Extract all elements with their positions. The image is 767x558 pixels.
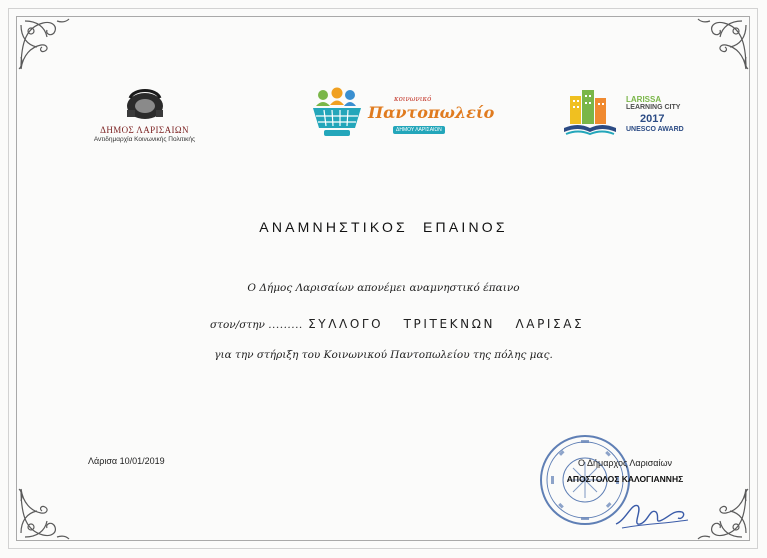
municipality-name: ΔΗΜΟΣ ΛΑΡΙΣΑΙΩΝ: [100, 125, 189, 135]
signer-block: [548, 458, 702, 484]
municipality-subtitle: Αντιδημαρχία Κοινωνικής Πολιτικής: [93, 136, 196, 143]
issue-date: Λάρισα 10/01/2019: [88, 456, 165, 466]
corner-ornament-top-right: [694, 17, 750, 73]
award-statement: Ο Δήμος Λαρισαίων απονέμει αναμνηστικό έπαινο: [247, 282, 520, 294]
signer-title: Ο Δήμαρχος Λαρισαίων: [578, 458, 672, 468]
award-reason: για την στήριξη του Κοινωνικού Παντοπωλείου της πόλης μας.: [214, 349, 553, 361]
open-book-buildings-icon: [560, 86, 624, 140]
to-label: στον/στην: [210, 319, 265, 331]
recipient-name: ΣΥΛΛΟΓΟ ΤΡΙΤΕΚΝΩΝ ΛΑΡΙΣΑΣ: [308, 317, 585, 331]
learning-city-label: LEARNING CITY: [626, 104, 681, 111]
social-grocery-sub-label: ΔΗΜΟΥ ΛΑΡΙΣΑΙΩΝ: [393, 126, 445, 134]
larissa-label: LARISSA: [626, 95, 662, 104]
corner-ornament-bottom-left: [17, 485, 73, 541]
signer-name: ΑΠΟΣΤΟΛΟΣ ΚΑΛΟΓΙΑΝΝΗΣ: [566, 474, 684, 484]
social-grocery-logo: [308, 86, 495, 144]
corner-ornament-bottom-right: [694, 485, 750, 541]
award-year-label: 2017: [640, 113, 665, 125]
handwritten-signature: [612, 494, 692, 538]
shopping-basket-people-icon: [308, 86, 370, 142]
recipient-line: [210, 317, 610, 331]
social-grocery-main-label: Παντοπωλείο: [368, 103, 495, 122]
signature-scribble-icon: [612, 494, 692, 534]
municipality-logo: [82, 84, 207, 148]
dotted-leader: .........: [268, 319, 303, 331]
social-grocery-small-label: κοινωνικό: [394, 95, 432, 103]
municipality-emblem-icon: [120, 84, 170, 124]
certificate-title: ΑΝΑΜΝΗΣΤΙΚΟΣ ΕΠΑΙΝΟΣ: [259, 219, 508, 235]
larissa-learning-city-logo: [560, 86, 690, 142]
unesco-award-label: UNESCO AWARD: [626, 126, 684, 133]
corner-ornament-top-left: [17, 17, 73, 73]
